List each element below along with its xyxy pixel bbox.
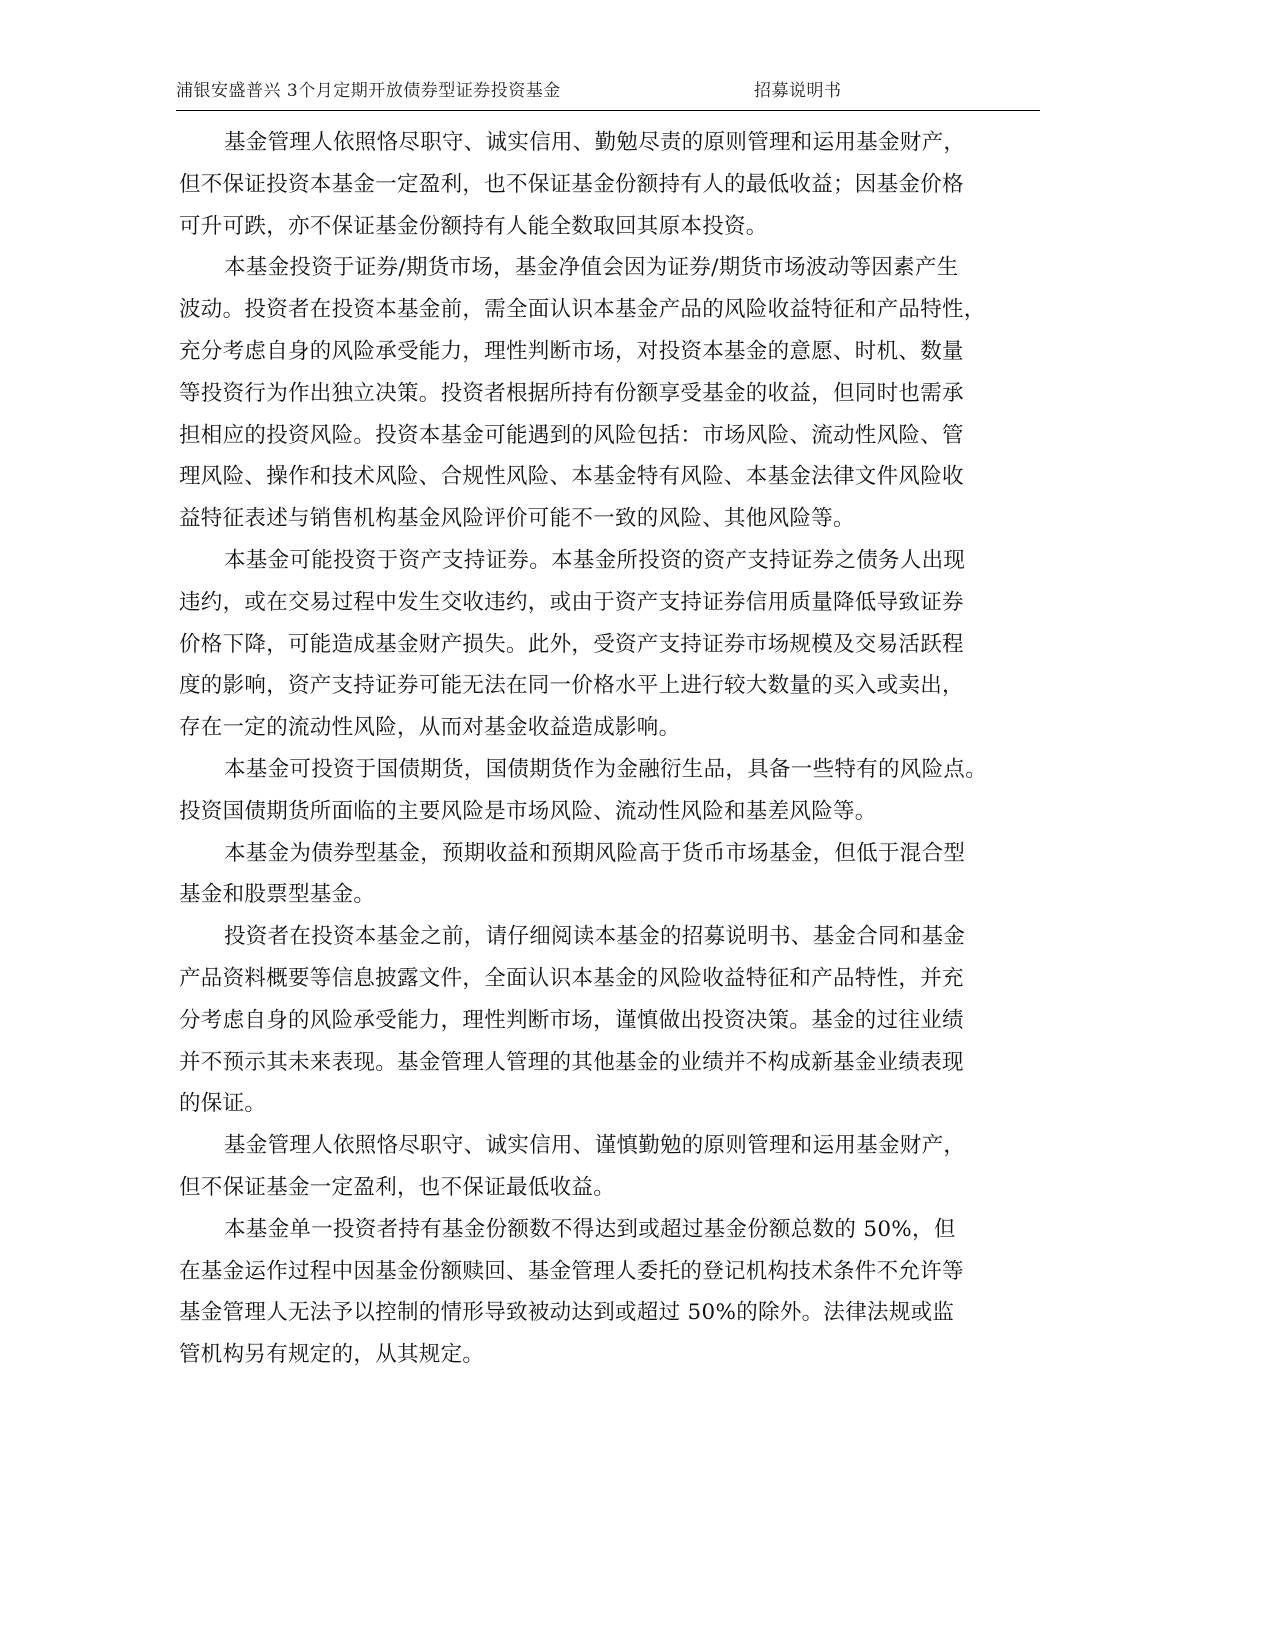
- paragraph-asset-backed-securities: [179, 540, 1049, 749]
- text-line: 本基金单一投资者持有基金份额数不得达到或超过基金份额总数的 50%，但: [224, 1216, 956, 1242]
- text-line: 度的影响，资产支持证券可能无法在同一价格水平上进行较大数量的买入或卖出，: [179, 673, 964, 699]
- text-line: 可升可跌，亦不保证基金份额持有人能全数取回其原本投资。: [179, 213, 768, 239]
- paragraph-fund-type: [179, 833, 1049, 917]
- text-line: 波动。投资者在投资本基金前，需全面认识本基金产品的风险收益特征和产品特性，: [179, 297, 986, 323]
- page-header: [176, 72, 1040, 112]
- text-line: 本基金可能投资于资产支持证券。本基金所投资的资产支持证券之债务人出现: [224, 547, 966, 573]
- text-line: 本基金可投资于国债期货，国债期货作为金融衍生品，具备一些特有的风险点。: [224, 756, 988, 782]
- text-line: 担相应的投资风险。投资本基金可能遇到的风险包括：市场风险、流动性风险、管: [179, 422, 964, 448]
- fund-name: 浦银安盛普兴 3个月定期开放债券型证券投资基金: [176, 81, 561, 101]
- text-line: 违约，或在交易过程中发生交收违约，或由于资产支持证券信用质量降低导致证券: [179, 589, 964, 615]
- paragraph-treasury-futures: [179, 749, 1049, 833]
- text-line: 分考虑自身的风险承受能力，理性判断市场，谨慎做出投资决策。基金的过往业绩: [179, 1007, 964, 1033]
- text-line: 基金管理人无法予以控制的情形导致被动达到或超过 50%的除外。法律法规或监: [179, 1300, 955, 1326]
- text-line: 本基金为债券型基金，预期收益和预期风险高于货币市场基金，但低于混合型: [224, 840, 966, 866]
- text-line: 并不预示其未来表现。基金管理人管理的其他基金的业绩并不构成新基金业绩表现: [179, 1049, 964, 1075]
- paragraph-holding-limit: [179, 1209, 1049, 1376]
- text-line: 益特征表述与销售机构基金风险评价可能不一致的风险、其他风险等。: [179, 506, 855, 532]
- text-line: 存在一定的流动性风险，从而对基金收益造成影响。: [179, 715, 681, 741]
- text-line: 但不保证基金一定盈利，也不保证最低收益。: [179, 1174, 616, 1200]
- text-line: 但不保证投资本基金一定盈利，也不保证基金份额持有人的最低收益；因基金价格: [179, 171, 964, 197]
- text-line: 投资国债期货所面临的主要风险是市场风险、流动性风险和基差风险等。: [179, 798, 877, 824]
- text-line: 基金和股票型基金。: [179, 882, 376, 908]
- paragraph-market-risk: [179, 247, 1049, 540]
- text-line: 的保证。: [179, 1091, 267, 1117]
- text-line: 价格下降，可能造成基金财产损失。此外，受资产支持证券市场规模及交易活跃程: [179, 631, 964, 657]
- paragraph-no-guarantee: [179, 1125, 1049, 1209]
- text-line: 充分考虑自身的风险承受能力，理性判断市场，对投资本基金的意愿、时机、数量: [179, 338, 964, 364]
- text-line: 产品资料概要等信息披露文件，全面认识本基金的风险收益特征和产品特性，并充: [179, 965, 964, 991]
- text-line: 基金管理人依照恪尽职守、诚实信用、谨慎勤勉的原则管理和运用基金财产，: [224, 1133, 966, 1159]
- paragraph-investor-notice: [179, 916, 1049, 1125]
- text-line: 本基金投资于证券/期货市场，基金净值会因为证券/期货市场波动等因素产生: [224, 255, 959, 281]
- text-line: 投资者在投资本基金之前，请仔细阅读本基金的招募说明书、基金合同和基金: [224, 924, 966, 950]
- document-type: 招募说明书: [754, 81, 842, 101]
- document-body: [179, 122, 1049, 1376]
- header-divider: [176, 110, 1040, 111]
- text-line: 理风险、操作和技术风险、合规性风险、本基金特有风险、本基金法律文件风险收: [179, 464, 964, 490]
- text-line: 基金管理人依照恪尽职守、诚实信用、勤勉尽责的原则管理和运用基金财产，: [224, 130, 966, 155]
- text-line: 等投资行为作出独立决策。投资者根据所持有份额享受基金的收益，但同时也需承: [179, 380, 964, 406]
- paragraph-management-disclaimer: [179, 122, 1049, 247]
- text-line: 在基金运作过程中因基金份额赎回、基金管理人委托的登记机构技术条件不允许等: [179, 1258, 964, 1284]
- text-line: 管机构另有规定的，从其规定。: [179, 1342, 485, 1368]
